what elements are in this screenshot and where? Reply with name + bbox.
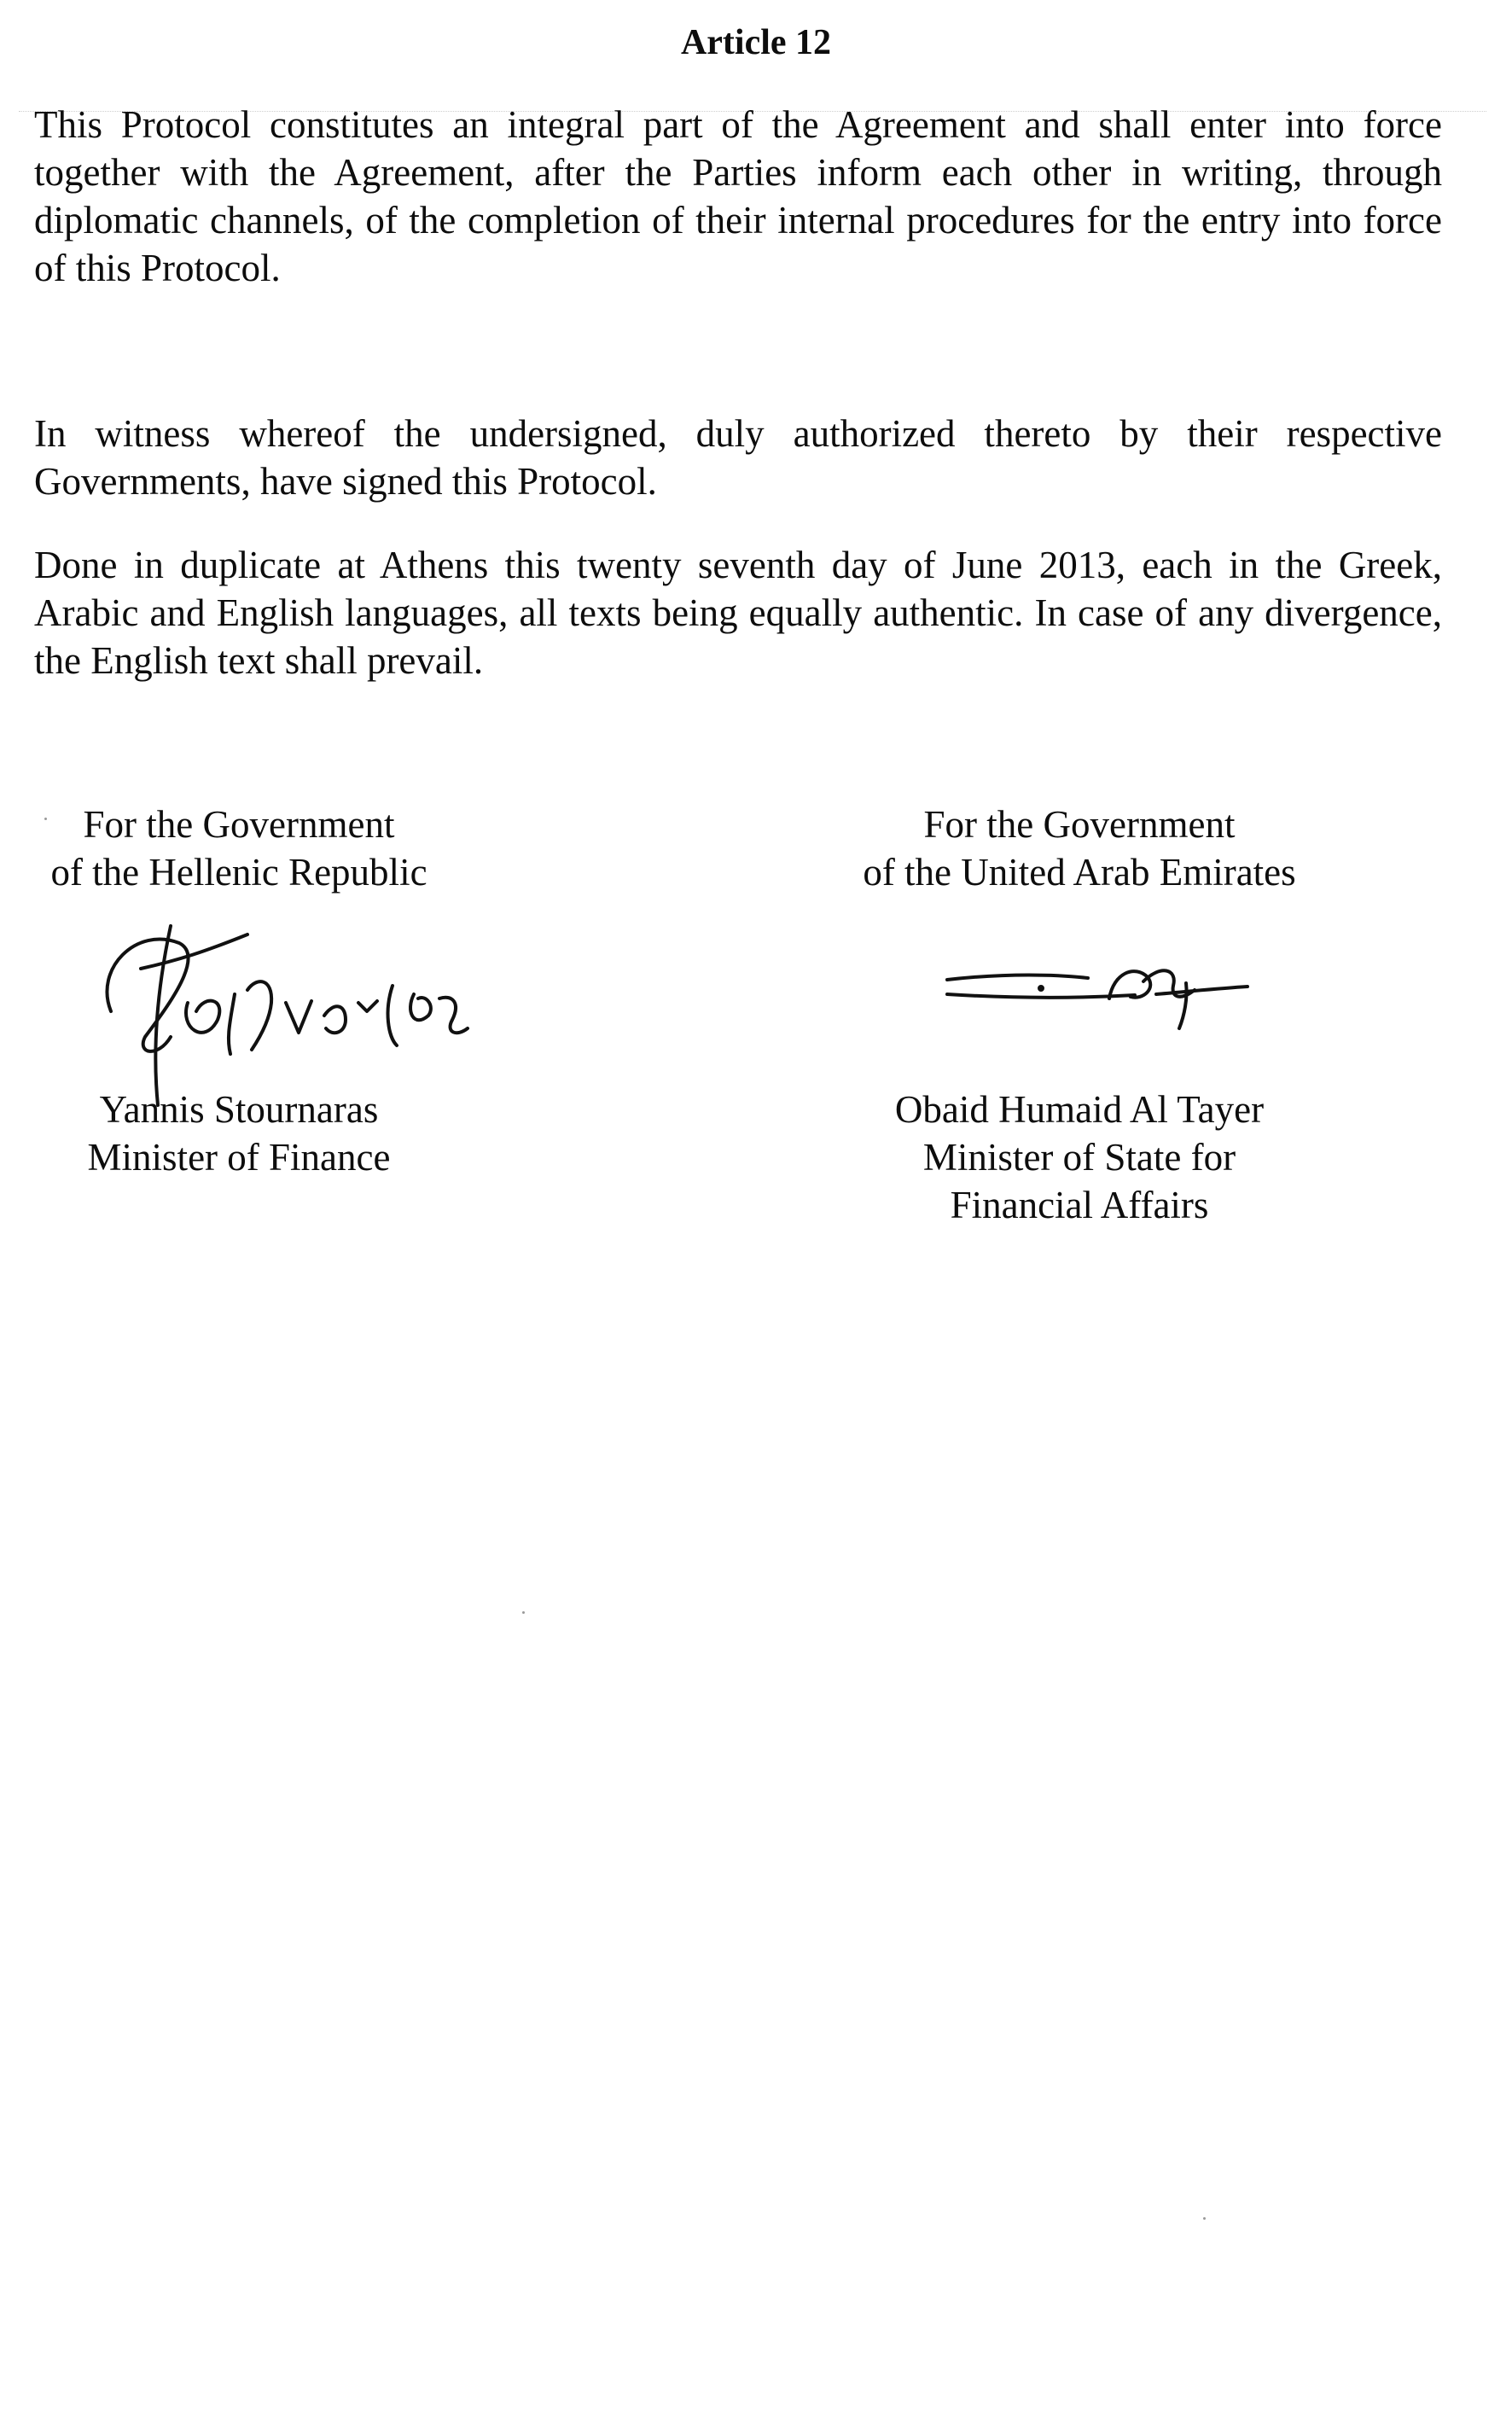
scan-speck bbox=[522, 1611, 525, 1614]
greece-signatory-title: Minister of Finance bbox=[87, 1136, 391, 1179]
greece-signatory-name: Yannis Stournaras bbox=[99, 1088, 379, 1131]
uae-signatory-heading bbox=[832, 801, 1327, 896]
witness-paragraph: In witness whereof the undersigned, duly authorized thereto by their respective Governments, have signed this Protocol. bbox=[34, 412, 1442, 503]
scan-speck bbox=[44, 818, 47, 820]
done-in-duplicate-paragraph: Done in duplicate at Athens this twenty seventh day of June 2013, each in the Greek, Arabic and English languages, all texts being equally authentic. In case of any divergence, the English text shall prevail. bbox=[34, 544, 1442, 682]
uae-handwritten-signature bbox=[939, 947, 1254, 1041]
entry-into-force-paragraph: This Protocol constitutes an integral part of the Agreement and shall enter into force together with the Agreement, after the Parties inform each other in writing, through diplomatic channels, of the completion of their internal procedures for the entry into force of this Protocol. bbox=[34, 103, 1442, 289]
uae-signatory-title-line-2: Financial Affairs bbox=[950, 1184, 1209, 1226]
uae-for-line-1: For the Government bbox=[923, 803, 1236, 846]
greece-for-line-1: For the Government bbox=[83, 803, 395, 846]
article-heading: Article 12 bbox=[680, 23, 832, 62]
greece-for-line-2: of the Hellenic Republic bbox=[50, 851, 427, 894]
uae-signatory-name-block bbox=[832, 1086, 1327, 1229]
greece-signatory-heading bbox=[34, 801, 444, 896]
uae-signatory-name: Obaid Humaid Al Tayer bbox=[894, 1088, 1265, 1131]
uae-signatory-title-line-1: Minister of State for bbox=[922, 1136, 1236, 1179]
uae-for-line-2: of the United Arab Emirates bbox=[863, 851, 1296, 894]
greece-signatory-name-block bbox=[34, 1086, 444, 1181]
scan-speck bbox=[1203, 2217, 1206, 2220]
